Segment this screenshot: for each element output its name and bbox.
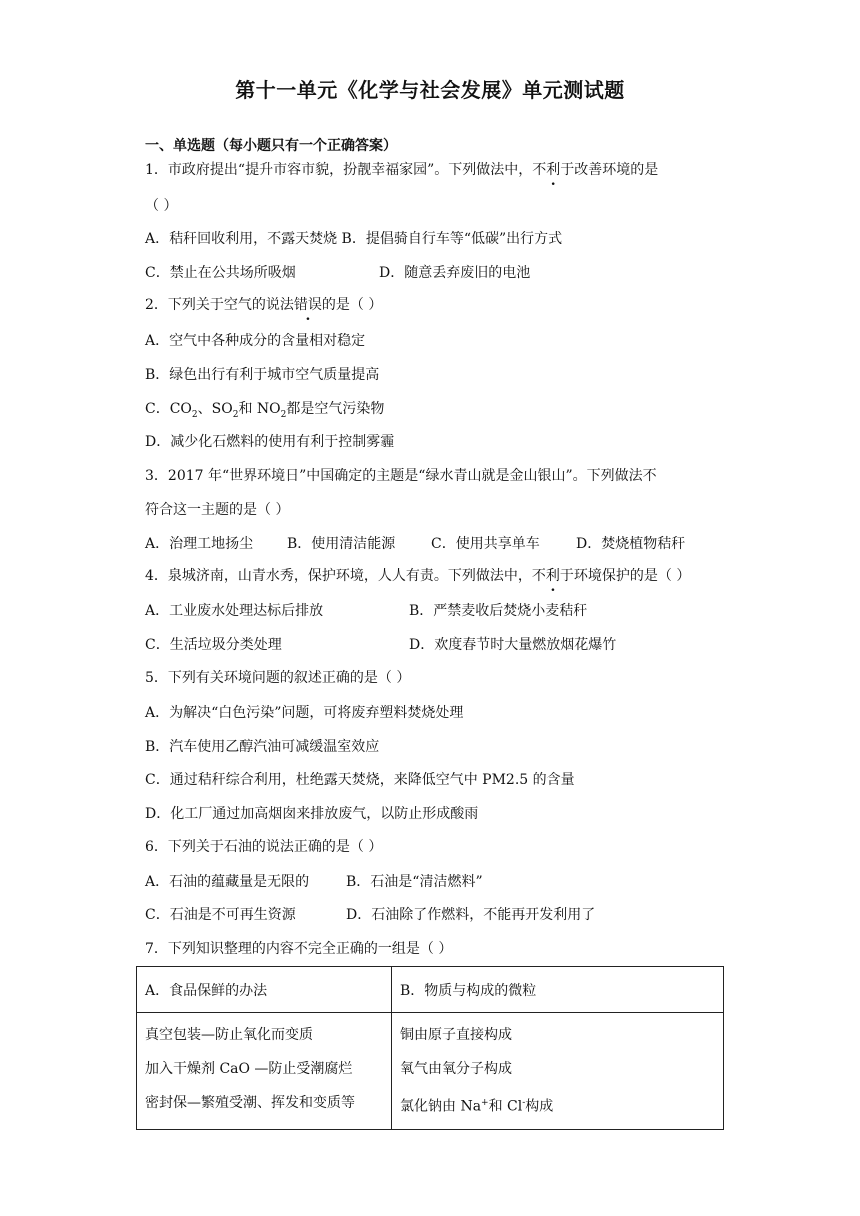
table-cell-right [392,1013,724,1130]
q2-c-text1: C．CO [145,401,192,417]
q1-stem-text: 1．市政府提出“提升市容市貌，扮靓幸福家园”。下列做法中， [145,162,533,178]
document-title: 第十一单元《化学与社会发展》单元测试题 [235,78,625,102]
q2-stem [145,295,382,315]
q4-stem-text: 4．泉城济南，山青水秀，保护环境，人人有责。下列做法中， [145,568,532,584]
table-header-right: B．物质与构成的微粒 [392,967,724,1013]
section-heading: 一、单选题（每小题只有一个正确答案） [145,138,397,154]
q6-option-b: B．石油是“清洁燃料” [346,874,483,890]
q2-option-c [145,399,384,425]
q6-option-a: A．石油的蕴藏量是无限的 [145,874,310,890]
q2-c-sub1: 2 [191,409,198,420]
q3-stem-line1: 3．2017 年“世界环境日”中国确定的主题是“绿水青山就是金山银山”。下列做法不 [145,468,657,484]
q1-option-d: D．随意丢弃废旧的电池 [379,265,531,281]
q2-c-text4: 都是空气污染物 [286,401,385,417]
q1-emphasis: 不利于 [532,162,575,178]
table-left-line-2: 加入干燥剂 CaO —防止受潮腐烂 [145,1061,353,1077]
table-right-line-1: 铜由原子直接构成 [400,1027,512,1043]
q6-option-d: D．石油除了作燃料，不能再开发利用了 [346,907,596,923]
nacl-text1: 氯化钠由 Na [400,1098,482,1115]
q2-option-d: D．减少化石燃料的使用有利于控制雾霾 [145,434,395,450]
q3-stem-line2: 符合这一主题的是（ ） [145,502,290,518]
table-right-line-3 [400,1086,715,1124]
q2-c-sub2: 2 [232,409,239,420]
q5-stem: 5．下列有关环境问题的叙述正确的是（ ） [145,670,411,686]
cl-charge: - [522,1098,526,1108]
q4-option-a: A．工业废水处理达标后排放 [145,603,324,619]
q4-option-b: B．严禁麦收后焚烧小麦秸秆 [409,603,588,619]
q5-option-a: A．为解决“白色污染”问题，可将废弃塑料焚烧处理 [145,705,464,721]
q5-option-d: D．化工厂通过加高烟囱来排放废气，以防止形成酸雨 [145,806,479,822]
q2-c-text2: 、SO [197,401,233,417]
q4-stem [145,566,690,586]
q1-stem [145,160,658,180]
q6-stem: 6．下列关于石油的说法正确的是（ ） [145,839,383,855]
q2-stem-text-end: 的是（ ） [321,297,383,313]
table-header-row [137,967,724,1013]
table-cell-left [137,1013,392,1130]
table-left-line-1: 真空包装—防止氧化而变质 [145,1027,313,1043]
q4-stem-text-end: 环境保护的是（ ） [573,568,691,584]
q7-stem: 7．下列知识整理的内容不完全正确的一组是（ ） [145,941,453,957]
q4-emphasis: 不利于 [531,568,574,584]
q4-option-d: D．欢度春节时大量燃放烟花爆竹 [409,637,617,653]
q1-option-c: C．禁止在公共场所吸烟 [145,265,296,281]
q3-option-c: C．使用共享单车 [431,536,540,552]
q2-stem-text: 2．下列关于空气的说法 [145,297,294,313]
q2-emphasis: 错误 [293,297,322,313]
q2-option-a: A．空气中各种成分的含量相对稳定 [145,333,366,349]
q1-paren: （ ） [145,198,178,214]
q6-option-c: C．石油是不可再生资源 [145,907,296,923]
table-header-left: A．食品保鲜的办法 [137,967,392,1013]
table-row [137,1013,724,1130]
q1-options-ab: A．秸秆回收利用，不露天焚烧 B．提倡骑自行车等“低碳”出行方式 [145,231,563,247]
table-right-line-2: 氧气由氧分子构成 [400,1061,512,1077]
nacl-text3: 构成 [525,1098,554,1115]
q2-c-sub3: 2 [280,409,287,420]
knowledge-table [136,966,724,1130]
table-left-line-3: 密封保—繁殖受潮、挥发和变质等 [145,1095,355,1111]
q4-option-c: C．生活垃圾分类处理 [145,637,282,653]
q1-stem-text-end: 改善环境的是 [574,162,659,178]
q3-option-d: D．焚烧植物秸秆 [576,536,686,552]
q5-option-c: C．通过秸秆综合利用，杜绝露天焚烧，来降低空气中 PM2.5 的含量 [145,772,575,788]
q3-option-b: B．使用清洁能源 [287,536,396,552]
q2-option-b: B．绿色出行有利于城市空气质量提高 [145,367,380,383]
na-charge: + [481,1098,489,1108]
q2-c-text3: 和 NO [238,401,281,417]
q3-option-a: A．治理工地扬尘 [145,536,254,552]
nacl-text2: 和 Cl [488,1098,523,1115]
q5-option-b: B．汽车使用乙醇汽油可减缓温室效应 [145,739,380,755]
